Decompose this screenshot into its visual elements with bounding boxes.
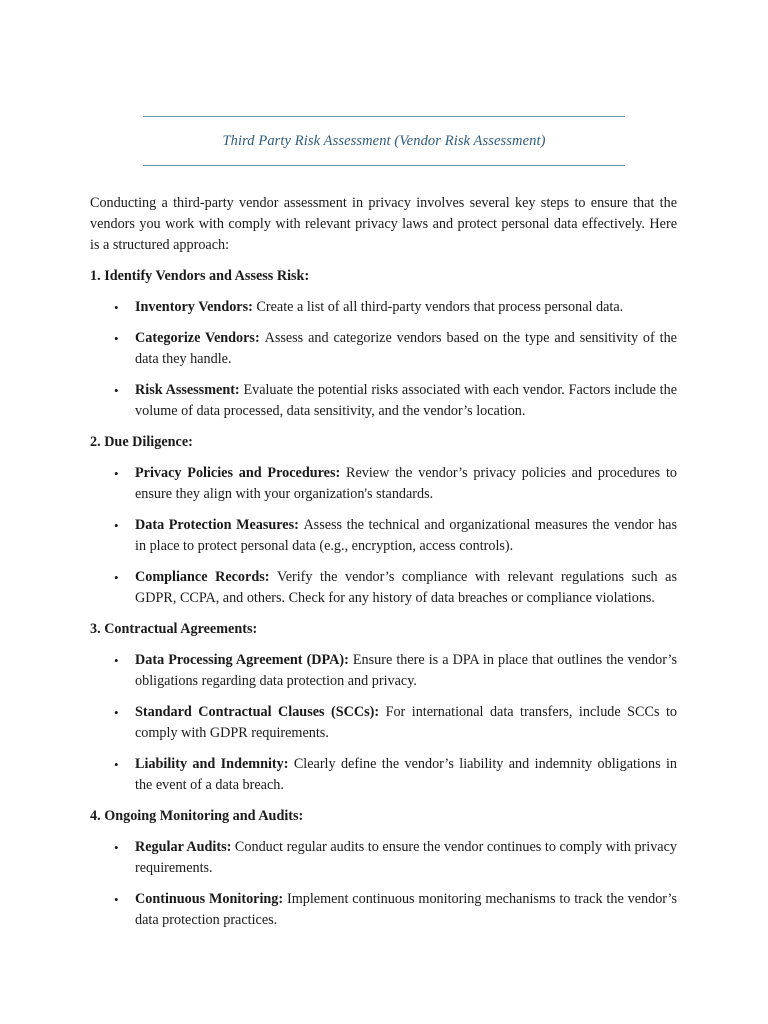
item-label: Data Protection Measures: <box>135 517 304 533</box>
bullet-icon: • <box>114 840 119 855</box>
list-item <box>90 380 677 422</box>
document-body <box>90 193 677 941</box>
bullet-icon: • <box>114 653 119 668</box>
item-label: Data Processing Agreement (DPA): <box>135 652 353 668</box>
item-text: Ensure there is a DPA in place that outlines the vendor’s obligations regarding data protection and privacy. <box>135 652 677 689</box>
bullet-list <box>90 297 677 422</box>
list-item <box>90 567 677 609</box>
item-label: Inventory Vendors: <box>135 299 257 315</box>
item-label: Risk Assessment: <box>135 382 244 398</box>
item-text: Clearly define the vendor’s liability and indemnity obligations in the event of a data breach. <box>135 756 677 793</box>
item-label: Standard Contractual Clauses (SCCs): <box>135 704 386 720</box>
section-heading: 1. Identify Vendors and Assess Risk: <box>90 268 310 284</box>
bullet-icon: • <box>114 892 119 907</box>
item-label: Privacy Policies and Procedures: <box>135 465 346 481</box>
item-text: Review the vendor’s privacy policies and procedures to ensure they align with your organization's standards. <box>135 465 677 502</box>
item-label: Regular Audits: <box>135 839 235 855</box>
intro-paragraph: Conducting a third-party vendor assessment in privacy involves several key steps to ensure that the vendors you work with comply with relevant privacy laws and protect personal data effectively. Here is a structured approach: <box>90 195 677 253</box>
bullet-icon: • <box>114 705 119 720</box>
bullet-list <box>90 463 677 609</box>
list-item <box>90 837 677 879</box>
bullet-icon: • <box>114 300 119 315</box>
bullet-icon: • <box>114 518 119 533</box>
list-item <box>90 328 677 370</box>
item-label: Compliance Records: <box>135 569 278 585</box>
item-text: Verify the vendor’s compliance with relevant regulations such as GDPR, CCPA, and others. Check for any history of data breaches or compliance violations. <box>135 569 677 606</box>
list-item <box>90 889 677 931</box>
section-identify-vendors <box>90 266 677 422</box>
section-ongoing-monitoring <box>90 806 677 931</box>
list-item <box>90 515 677 557</box>
item-text: Assess and categorize vendors based on the type and sensitivity of the data they handle. <box>135 330 677 367</box>
item-text: Implement continuous monitoring mechanisms to track the vendor’s data protection practices. <box>135 891 677 928</box>
bullet-icon: • <box>114 331 119 346</box>
section-heading: 4. Ongoing Monitoring and Audits: <box>90 808 304 824</box>
section-contractual-agreements <box>90 619 677 796</box>
item-text: Create a list of all third-party vendors that process personal data. <box>256 299 624 315</box>
bullet-icon: • <box>114 757 119 772</box>
list-item <box>90 297 677 318</box>
item-label: Liability and Indemnity: <box>135 756 294 772</box>
list-item <box>90 650 677 692</box>
section-heading: 2. Due Diligence: <box>90 434 193 450</box>
bullet-icon: • <box>114 570 119 585</box>
item-text: Evaluate the potential risks associated with each vendor. Factors include the volume of data processed, data sensitivity, and the vendor’s location. <box>135 382 678 419</box>
document-title: Third Party Risk Assessment (Vendor Risk Assessment) <box>222 132 546 149</box>
bullet-icon: • <box>114 466 119 481</box>
bullet-list <box>90 837 677 931</box>
list-item <box>90 702 677 744</box>
item-text: Assess the technical and organizational measures the vendor has in place to protect personal data (e.g., encryption, access controls). <box>135 517 677 554</box>
item-text: For international data transfers, include SCCs to comply with GDPR requirements. <box>135 704 678 741</box>
bullet-icon: • <box>114 383 119 398</box>
item-label: Continuous Monitoring: <box>135 891 287 907</box>
item-text: Conduct regular audits to ensure the vendor continues to comply with privacy requirements. <box>135 839 677 876</box>
title-block <box>143 116 625 166</box>
list-item <box>90 754 677 796</box>
list-item <box>90 463 677 505</box>
bullet-list <box>90 650 677 796</box>
section-heading: 3. Contractual Agreements: <box>90 621 258 637</box>
item-label: Categorize Vendors: <box>135 330 265 346</box>
section-due-diligence <box>90 432 677 609</box>
